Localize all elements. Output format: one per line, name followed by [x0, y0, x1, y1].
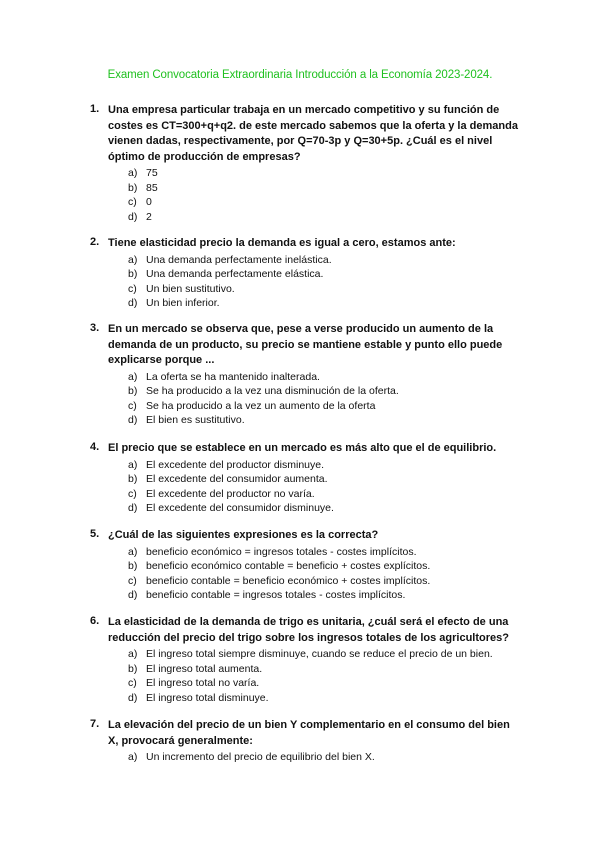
- option-text: 2: [146, 210, 152, 223]
- option-c: [128, 195, 522, 210]
- option-letter: d): [128, 502, 138, 515]
- option-b: [128, 472, 522, 487]
- option-a: [128, 253, 522, 268]
- options-list: [128, 750, 522, 765]
- options-list: [128, 647, 522, 705]
- option-c: [128, 487, 522, 502]
- option-letter: a): [128, 751, 138, 763]
- exam-title: Examen Convocatoria Extraordinaria Introducción a la Economía 2023-2024.: [107, 69, 493, 81]
- option-d: [128, 296, 522, 311]
- question-number: 6.: [90, 615, 100, 627]
- option-letter: b): [128, 560, 138, 573]
- option-letter: c): [128, 196, 137, 209]
- option-letter: b): [128, 385, 138, 398]
- question-number: 7.: [90, 718, 100, 730]
- option-a: [128, 458, 522, 473]
- options-list: [128, 458, 522, 516]
- option-text: El excedente del consumidor disminuye.: [146, 502, 334, 515]
- option-letter: c): [128, 677, 137, 690]
- option-text: Una demanda perfectamente inelástica.: [146, 253, 332, 266]
- options-list: [128, 545, 522, 603]
- option-text: El bien es sustitutivo.: [146, 414, 245, 427]
- question-4: [92, 441, 522, 516]
- options-list: [128, 166, 522, 224]
- option-text: La oferta se ha mantenido inalterada.: [146, 370, 320, 383]
- option-letter: a): [128, 370, 138, 383]
- question-number: 2.: [90, 236, 100, 248]
- option-text: El ingreso total no varía.: [146, 677, 260, 690]
- question-text: Una empresa particular trabaja en un mercado competitivo y su función de costes es CT=300+q+q2. de este mercado sabemos que la oferta y la demanda vienen dadas, respectivamente, por Q=70-3p y Q=30+5p. ¿Cuál es el nivel óptimo de producción de empresas?: [108, 104, 518, 163]
- question-7: [92, 718, 522, 765]
- option-letter: b): [128, 473, 138, 486]
- option-d: [128, 210, 522, 225]
- options-list: [128, 253, 522, 311]
- option-letter: c): [128, 399, 137, 412]
- option-text: 75: [146, 167, 158, 179]
- option-text: Un bien sustitutivo.: [146, 282, 235, 295]
- option-letter: a): [128, 545, 138, 558]
- option-b: [128, 662, 522, 677]
- option-letter: b): [128, 268, 138, 281]
- option-d: [128, 413, 522, 428]
- option-letter: d): [128, 414, 138, 427]
- option-d: [128, 588, 522, 603]
- option-letter: c): [128, 282, 137, 295]
- option-c: [128, 399, 522, 414]
- option-letter: b): [128, 181, 138, 194]
- question-number: 3.: [90, 322, 100, 334]
- option-text: Se ha producido a la vez una disminución de la oferta.: [146, 385, 399, 398]
- question-number: 4.: [90, 441, 100, 453]
- option-text: Un bien inferior.: [146, 297, 220, 310]
- option-letter: b): [128, 662, 138, 675]
- option-text: Se ha producido a la vez un aumento de la oferta: [146, 399, 376, 412]
- question-number: 1.: [90, 103, 100, 115]
- option-text: El ingreso total disminuye.: [146, 691, 269, 704]
- option-letter: a): [128, 648, 138, 660]
- option-c: [128, 676, 522, 691]
- option-b: [128, 267, 522, 282]
- option-text: 85: [146, 181, 158, 194]
- question-text: La elevación del precio de un bien Y complementario en el consumo del bien X, provocará generalmente:: [108, 719, 510, 747]
- question-text: En un mercado se observa que, pese a verse producido un aumento de la demanda de un producto, su precio se mantiene estable y punto ello puede explicarse porque ...: [108, 323, 503, 366]
- option-a: [128, 166, 522, 181]
- option-a: [128, 647, 522, 662]
- question-1: [92, 103, 522, 224]
- option-letter: a): [128, 167, 138, 179]
- question-text: La elasticidad de la demanda de trigo es unitaria, ¿cuál será el efecto de una reducción del precio del trigo sobre los ingresos totales de los agricultores?: [108, 616, 509, 644]
- option-text: El excedente del productor no varía.: [146, 487, 315, 500]
- option-text: Un incremento del precio de equilibrio del bien X.: [146, 751, 375, 763]
- option-text: 0: [146, 196, 152, 209]
- option-text: El ingreso total siempre disminuye, cuando se reduce el precio de un bien.: [146, 648, 493, 660]
- option-letter: a): [128, 458, 138, 471]
- option-a: [128, 545, 522, 560]
- option-letter: c): [128, 574, 137, 587]
- option-c: [128, 574, 522, 589]
- option-text: beneficio económico contable = beneficio + costes explícitos.: [146, 560, 431, 573]
- option-c: [128, 282, 522, 297]
- option-text: El excedente del productor disminuye.: [146, 458, 325, 471]
- question-3: [92, 322, 522, 428]
- option-letter: d): [128, 691, 138, 704]
- option-text: Una demanda perfectamente elástica.: [146, 268, 324, 281]
- question-text: El precio que se establece en un mercado es más alto que el de equilibrio.: [108, 442, 497, 454]
- option-letter: d): [128, 589, 138, 602]
- question-2: [92, 236, 522, 311]
- question-number: 5.: [90, 528, 100, 540]
- option-d: [128, 501, 522, 516]
- option-letter: a): [128, 253, 138, 266]
- option-letter: c): [128, 487, 137, 500]
- option-a: [128, 750, 522, 765]
- question-text: ¿Cuál de las siguientes expresiones es la correcta?: [108, 529, 379, 541]
- option-letter: d): [128, 297, 138, 310]
- option-text: beneficio contable = beneficio económico + costes implícitos.: [146, 574, 431, 587]
- question-5: [92, 528, 522, 603]
- question-6: [92, 615, 522, 705]
- option-a: [128, 370, 522, 385]
- option-letter: d): [128, 210, 138, 223]
- option-text: beneficio económico = ingresos totales - costes implícitos.: [146, 545, 417, 558]
- option-b: [128, 384, 522, 399]
- option-text: beneficio contable = ingresos totales - costes implícitos.: [146, 589, 406, 602]
- option-b: [128, 181, 522, 196]
- question-text: Tiene elasticidad precio la demanda es igual a cero, estamos ante:: [108, 237, 456, 249]
- option-d: [128, 691, 522, 706]
- option-text: El excedente del consumidor aumenta.: [146, 473, 328, 486]
- option-b: [128, 559, 522, 574]
- options-list: [128, 370, 522, 428]
- option-text: El ingreso total aumenta.: [146, 662, 263, 675]
